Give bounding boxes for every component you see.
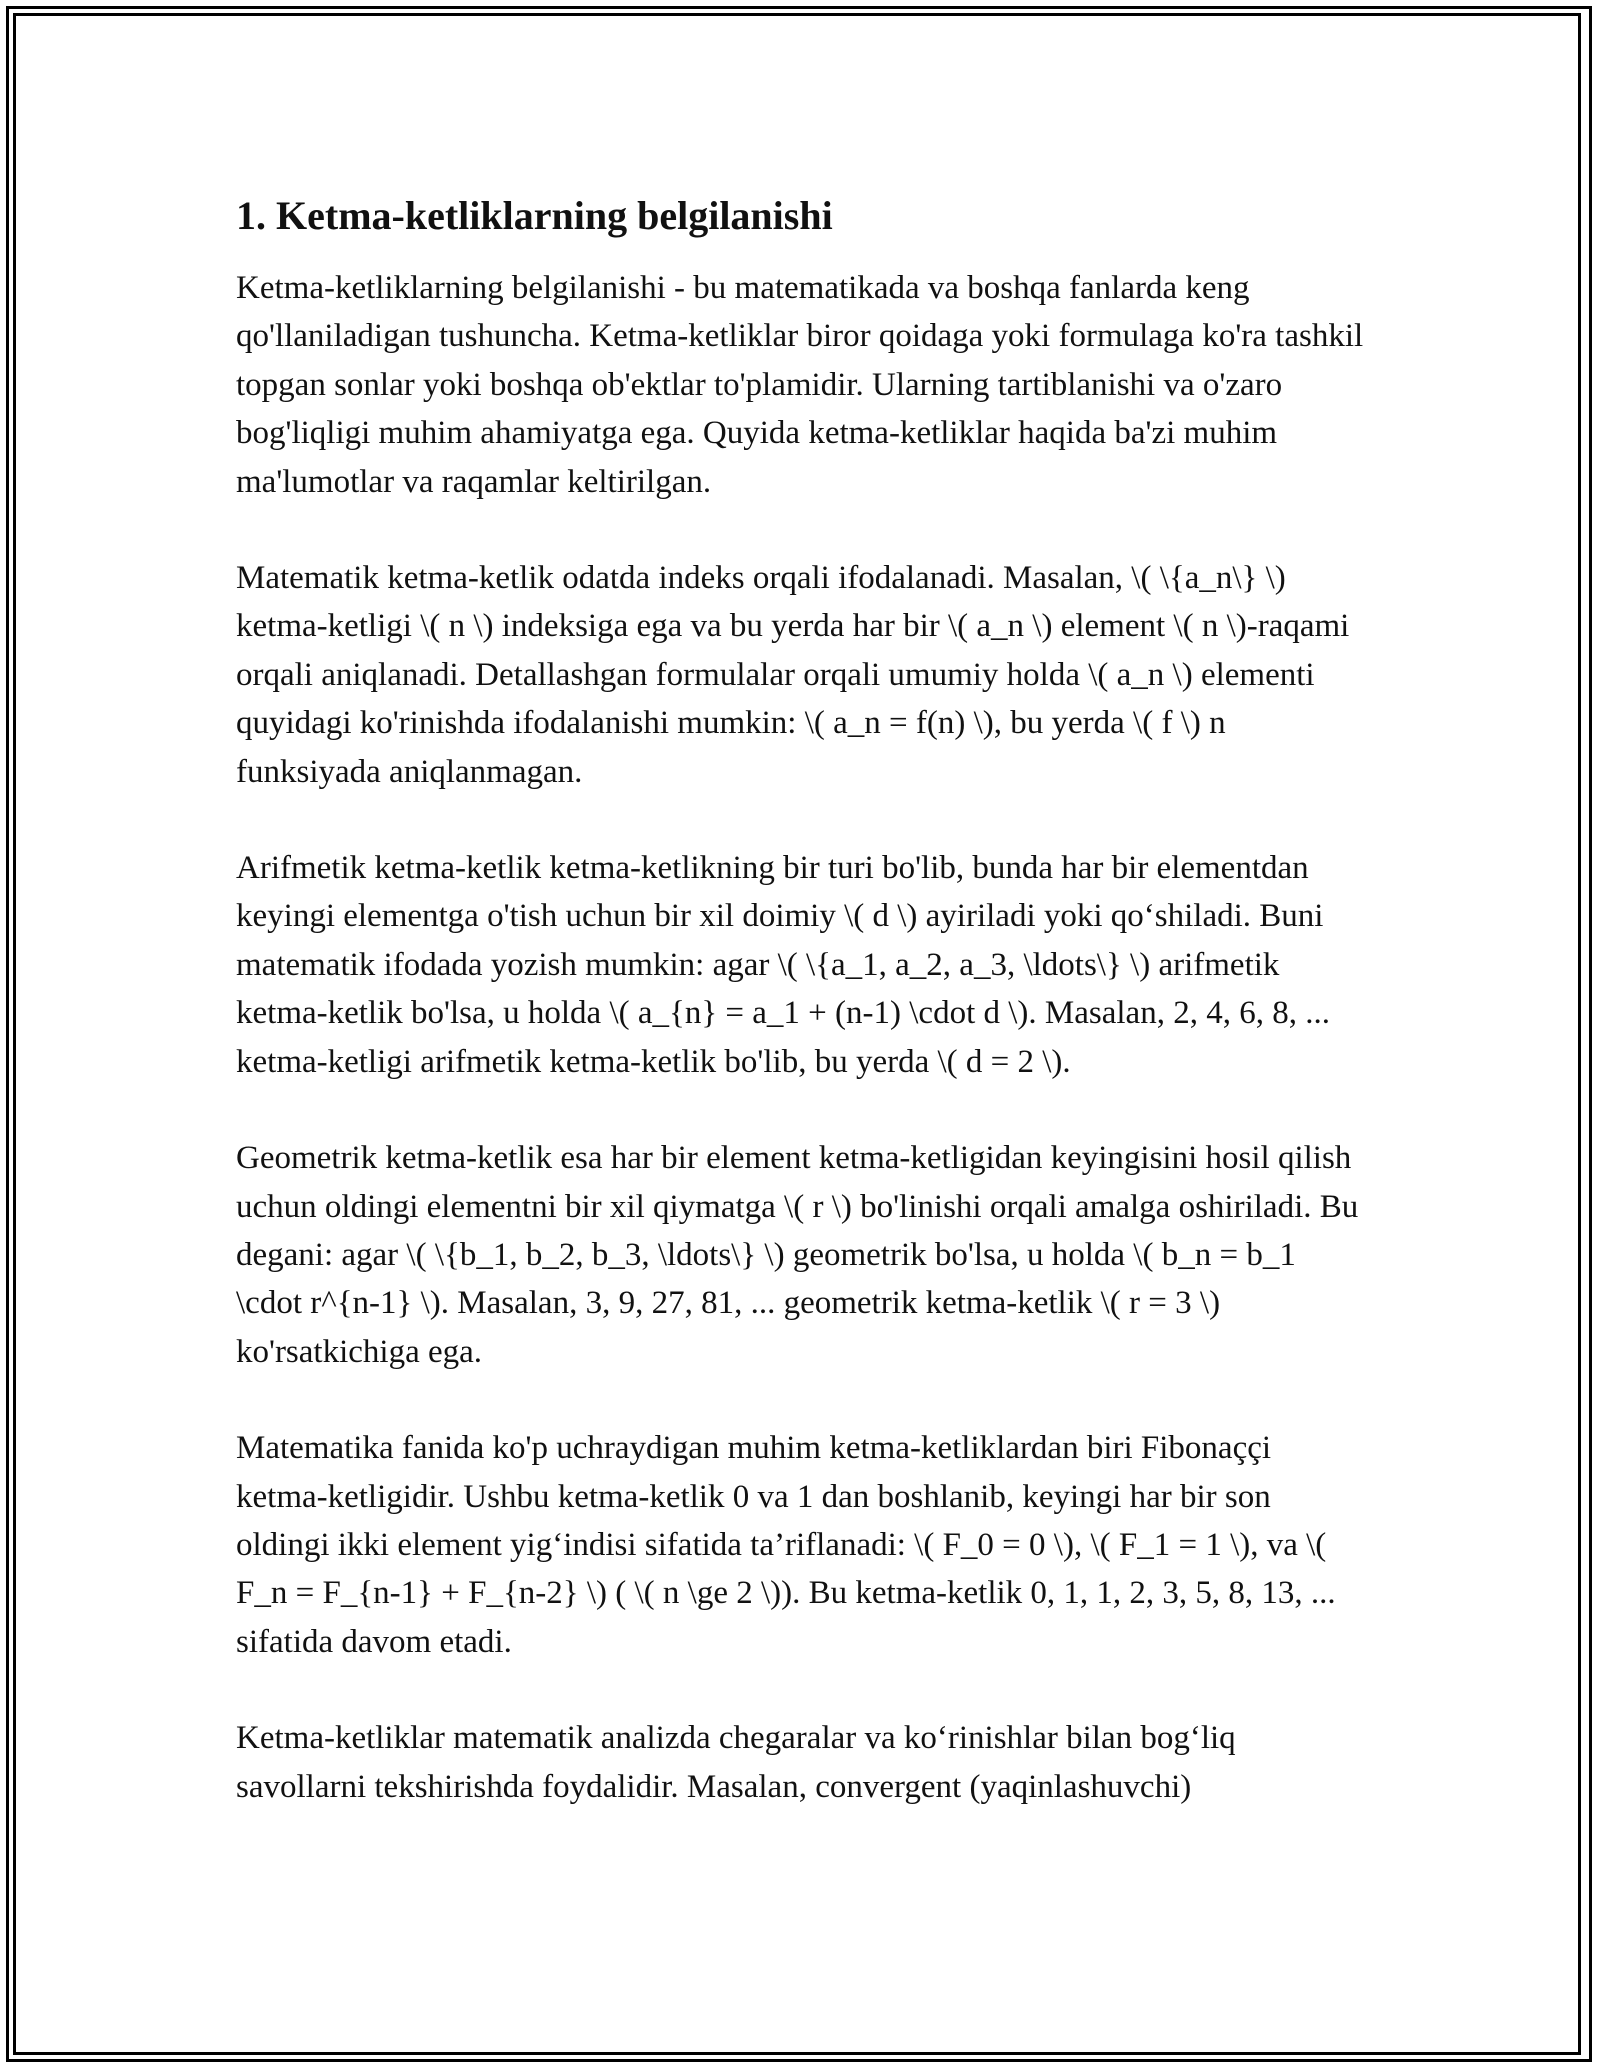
paragraph-indexing: Matematik ketma-ketlik odatda indeks orqali ifodalanadi. Masalan, \( \{a_n\} \) ketma-ketligi \( n \) indeksiga ega va bu yerda har bir \( a_n \) element \( n \)-raqami orqali aniqlanadi. Detallashgan formulalar orqali umumiy holda \( a_n \) elementi quyidagi ko'rinishda ifodalanishi mumkin: \( a_n = f(n) \), bu yerda \( f \) n funksiyada aniqlanmagan. — [236, 560, 1350, 790]
paragraph-intro: Ketma-ketliklarning belgilanishi - bu matematikada va boshqa fanlarda keng qo'llaniladigan tushuncha. Ketma-ketliklar biror qoidaga yoki formulaga ko'ra tashkil topgan sonlar yoki boshqa ob'ektlar to'plamidir. Ularning tartiblanishi va o'zaro bog'liqligi muhim ahamiyatga ega. Quyida ketma-ketliklar haqida ba'zi muhim ma'lumotlar va raqamlar keltirilgan. — [236, 270, 1364, 500]
paragraph-arithmetic: Arifmetik ketma-ketlik ketma-ketlikning bir turi bo'lib, bunda har bir elementdan keyingi elementga o'tish uchun bir xil doimiy \( d \) ayiriladi yoki qo‘shiladi. Buni matematik ifodada yozish mumkin: agar \( \{a_1, a_2, a_3, \ldots\} \) arifmetik ketma-ketlik bo'lsa, u holda \( a_{n} = a_1 + (n-1) \cdot d \). Masalan, 2, 4, 6, 8, ... ketma-ketligi arifmetik ketma-ketlik bo'lib, bu yerda \( d = 2 \). — [236, 850, 1330, 1080]
paragraph-fibonacci: Matematika fanida ko'p uchraydigan muhim ketma-ketliklardan biri Fibonaççi ketma-ketligidir. Ushbu ketma-ketlik 0 va 1 dan boshlanib, keyingi har bir son oldingi ikki element yig‘indisi sifatida ta’riflanadi: \( F_0 = 0 \), \( F_1 = 1 \), va \( F_n = F_{n-1} + F_{n-2} \) ( \( n \ge 2 \)). Bu ketma-ketlik 0, 1, 1, 2, 3, 5, 8, 13, ... sifatida davom etadi. — [236, 1430, 1336, 1660]
document-body — [236, 182, 1366, 1859]
paragraph-analysis: Ketma-ketliklar matematik analizda chegaralar va ko‘rinishlar bilan bog‘liq savollarni tekshirishda foydalidir. Masalan, convergent (yaqinlashuvchi) — [236, 1720, 1236, 1805]
paragraph-geometric: Geometrik ketma-ketlik esa har bir element ketma-ketligidan keyingisini hosil qilish uchun oldingi elementni bir xil qiymatga \( r \) bo'linishi orqali amalga oshiriladi. Bu degani: agar \( \{b_1, b_2, b_3, \ldots\} \) geometrik bo'lsa, u holda \( b_n = b_1 \cdot r^{n-1} \). Masalan, 3, 9, 27, 81, ... geometrik ketma-ketlik \( r = 3 \) ko'rsatkichiga ega. — [236, 1140, 1359, 1370]
section-heading: 1. Ketma-ketliklarning belgilanishi — [236, 193, 833, 238]
